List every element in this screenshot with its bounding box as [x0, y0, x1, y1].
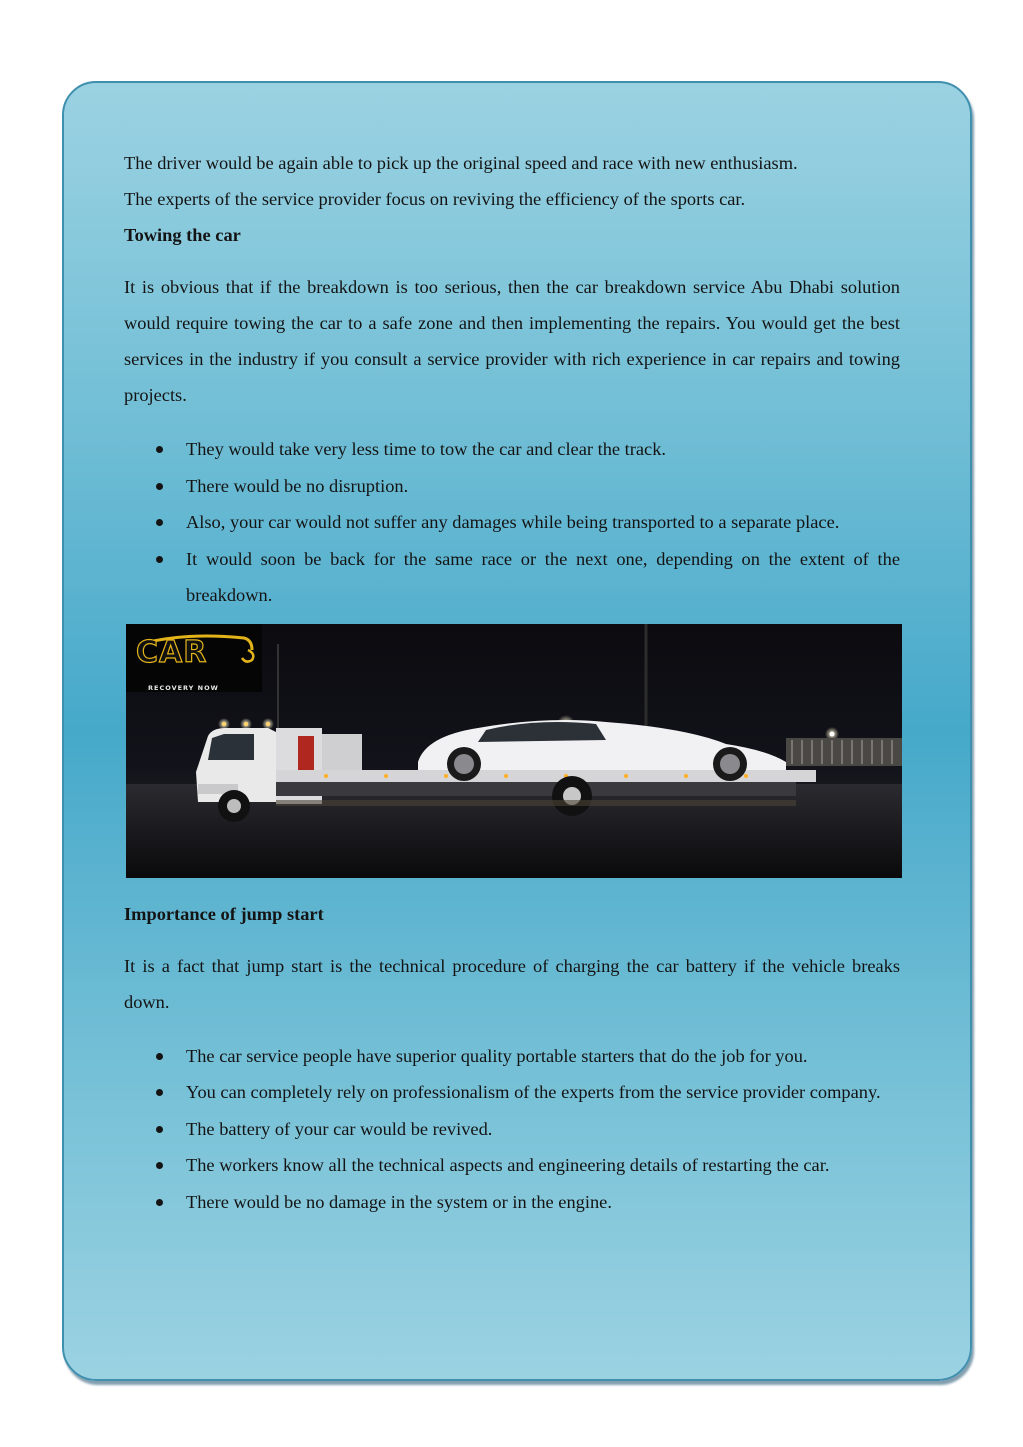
bullet-dot	[156, 1199, 163, 1206]
bullet-dot	[156, 519, 163, 526]
list-item-text: The battery of your car would be revived.	[186, 1118, 493, 1139]
towing-paragraph: It is obvious that if the breakdown is too serious, then the car breakdown service Abu Dhabi solution would require towing the car to a safe zone and then implementing the repairs. You would get the best services in the industry if you consult a service provider with rich experience in car repairs and towing projects.	[124, 277, 900, 405]
list-item	[124, 1147, 900, 1184]
towing-bullet-list	[124, 431, 900, 614]
list-item-text: The car service people have superior quality portable starters that do the job for you.	[186, 1045, 808, 1066]
jump-start-heading: Importance of jump start	[124, 903, 324, 924]
logo-text: CAR	[136, 634, 208, 670]
list-item	[124, 431, 900, 468]
list-item-text: They would take very less time to tow the car and clear the track.	[186, 439, 667, 459]
tow-truck-photo	[126, 624, 902, 878]
list-item-text: There would be no damage in the system or in the engine.	[186, 1191, 612, 1212]
jump-start-paragraph: It is a fact that jump start is the technical procedure of charging the car battery if the vehicle breaks down.	[124, 955, 900, 1012]
list-item-text: Also, your car would not suffer any damages while being transported to a separate place.	[186, 512, 840, 532]
list-item-text: The workers know all the technical aspects and engineering details of restarting the car.	[186, 1155, 830, 1175]
bullet-dot	[156, 1126, 163, 1133]
intro-line-1: The driver would be again able to pick up the original speed and race with new enthusiasm.	[124, 153, 798, 173]
list-item	[124, 1111, 900, 1148]
jump-start-bullet-list	[124, 1038, 900, 1221]
list-item-text: It would soon be back for the same race or the next one, depending on the extent of the breakdown.	[186, 548, 900, 605]
intro-line-2: The experts of the service provider focus on reviving the efficiency of the sports car.	[124, 189, 746, 209]
bullet-dot	[156, 483, 163, 490]
bullet-dot	[156, 1162, 163, 1169]
list-item-text: You can completely rely on professionalism of the experts from the service provider company.	[186, 1082, 881, 1102]
bullet-dot	[156, 446, 163, 453]
logo-subtext: RECOVERY NOW	[148, 683, 219, 692]
list-item	[124, 504, 900, 541]
page-panel	[62, 81, 972, 1381]
bullet-dot	[156, 1089, 163, 1096]
car-recovery-logo	[126, 624, 262, 692]
list-item	[124, 468, 900, 505]
list-item	[124, 541, 900, 614]
list-item	[124, 1074, 900, 1111]
document-content	[124, 145, 900, 1220]
towing-heading: Towing the car	[124, 225, 241, 245]
bullet-dot	[156, 556, 163, 563]
bullet-dot	[156, 1053, 163, 1060]
list-item	[124, 1184, 900, 1221]
list-item	[124, 1038, 900, 1075]
list-item-text: There would be no disruption.	[186, 475, 409, 496]
